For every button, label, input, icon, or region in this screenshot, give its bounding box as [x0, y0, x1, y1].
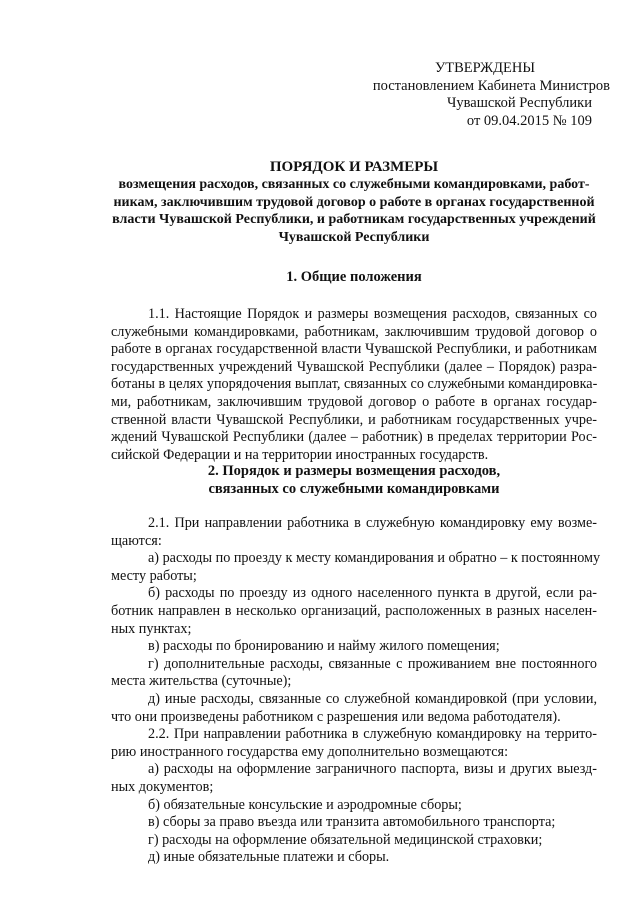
text-line: д) иные расходы, связанные со служебной командировкой (при условии, [148, 690, 597, 707]
text-line: ботник направлен в несколько организаций, расположенных в разных населен- [111, 602, 597, 619]
text-line: государственных учреждений Чувашской Республики (далее – Порядок) разра- [111, 358, 597, 375]
section-2-heading-line: 2. Порядок и размеры возмещения расходов, [207, 463, 501, 479]
text-line: ных пунктах; [111, 620, 192, 637]
text-line: места жительства (суточные); [111, 673, 292, 690]
approval-date: от 09.04.2015 № 109 [466, 112, 592, 129]
text-line: в) сборы за право въезда или транзита автомобильного транспорта; [148, 814, 556, 831]
text-line: а) расходы по проезду к месту командирования и обратно – к постоянному [148, 550, 601, 567]
title-line: возмещения расходов, связанных со служебными командировками, работ- [118, 177, 590, 192]
text-line: д) иные обязательные платежи и сборы. [148, 849, 390, 866]
title-line: никам, заключившим трудовой договор о работе в органах государственной [113, 194, 595, 210]
title-subtitle [111, 176, 597, 246]
text-line: 2.1. При направлении работника в служебную командировку ему возме- [148, 515, 597, 531]
text-line: ми, работникам, заключившим трудовой договор о работе в органах государ- [111, 393, 597, 410]
text-line: г) расходы на оформление обязательной медицинской страховки; [148, 831, 543, 848]
text-line: ждений Чувашской Республики (далее – работник) в пределах территории Рос- [111, 429, 597, 446]
text-line: служебными командировками, работникам, заключившим трудовой договор о [111, 323, 597, 340]
text-line: щаются: [111, 532, 162, 549]
section-2-heading [111, 462, 597, 498]
text-line: ных документов; [111, 778, 214, 795]
paragraph-1-1 [111, 306, 597, 464]
text-line: а) расходы на оформление заграничного паспорта, визы и других выезд- [148, 761, 597, 778]
document-title [111, 158, 597, 246]
text-line: 1.1. Настоящие Порядок и размеры возмещения расходов, связанных со [148, 306, 597, 322]
approval-stamp [360, 60, 610, 130]
text-line: г) дополнительные расходы, связанные с проживанием вне постоянного [148, 655, 597, 672]
title-line: власти Чувашской Республики, и работникам государственных учреждений [112, 212, 596, 227]
section-2-heading-line: связанных со служебными командировками [208, 481, 500, 497]
approval-heading: УТВЕРЖДЕНЫ [434, 60, 536, 76]
section-2-body [111, 515, 601, 867]
text-line: 2.2. При направлении работника в служебную командировку на террито- [148, 726, 597, 743]
text-line: месту работы; [111, 567, 197, 584]
title-line: Чувашской Республики [278, 229, 430, 245]
approval-line: Чувашской Республики [446, 95, 592, 111]
text-line: б) расходы по проезду из одного населенного пункта в другой, если ра- [148, 585, 597, 602]
text-line: в) расходы по бронированию и найму жилого помещения; [148, 638, 500, 655]
section-1-heading: 1. Общие положения [286, 269, 422, 285]
text-line: работе в органах государственной власти Чувашской Республики, и работникам [111, 341, 597, 358]
text-line: сийской Федерации и на территории иностранных государств. [111, 446, 489, 463]
text-line: б) обязательные консульские и аэродромные сборы; [148, 796, 462, 813]
text-line: рию иностранного государства ему дополнительно возмещаются: [111, 743, 509, 760]
text-line: что они произведены работником с разрешения или ведома работодателя). [111, 708, 561, 725]
title-main: ПОРЯДОК И РАЗМЕРЫ [269, 159, 439, 175]
text-line: ственной власти Чувашской Республики, и работникам государственных учре- [111, 411, 597, 428]
text-line: ботаны в целях упорядочения выплат, связанных со служебными командировка- [111, 376, 598, 393]
approval-line: постановлением Кабинета Министров [372, 77, 610, 94]
